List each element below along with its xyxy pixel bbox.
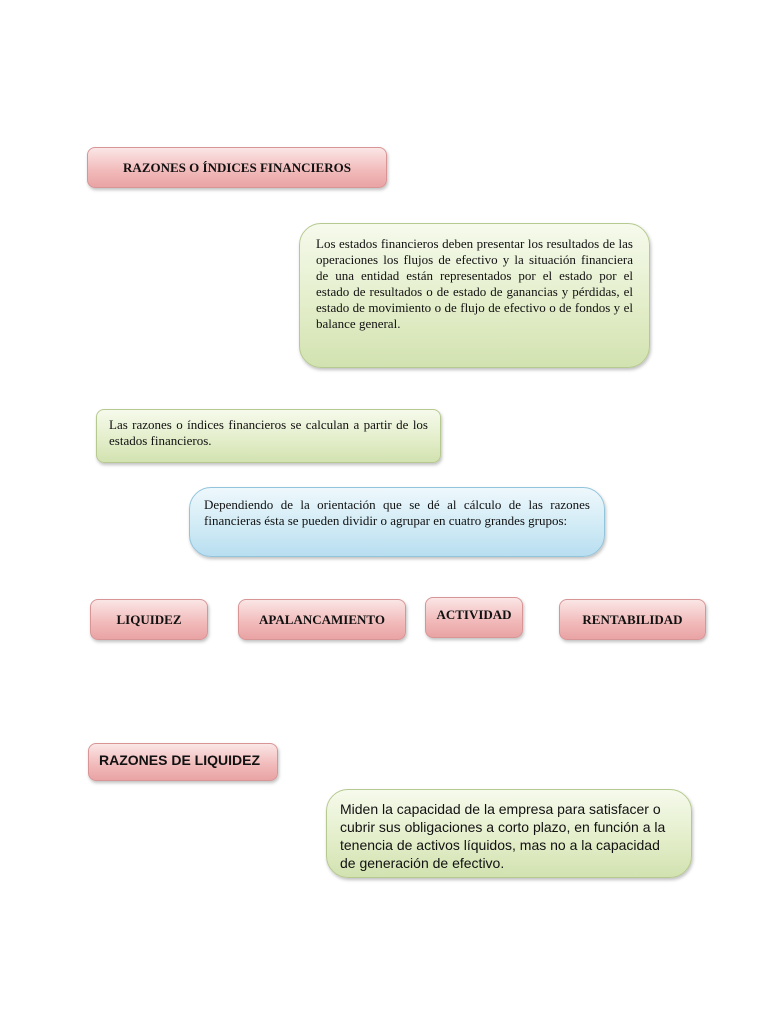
liquidez-box — [326, 789, 692, 878]
intro-text: Los estados financieros deben presentar los resultados de las operaciones los flujos de efectivo y la situación financiera de una entidad están representados por el estado por el estado de resultados o de estado de ganancias y pérdidas, el estado de movimiento o de flujo de efectivo o de fondos y el balance general. — [316, 236, 633, 331]
liquidez-title-box — [88, 743, 278, 781]
group-liquidez — [90, 599, 208, 640]
calc-box — [96, 409, 441, 463]
groups-text: Dependiendo de la orientación que se dé al cálculo de las razones financieras ésta se pueden dividir o agrupar en cuatro grandes grupos: — [204, 497, 590, 528]
group-apalancamiento-label: APALANCAMIENTO — [259, 611, 385, 627]
group-rentabilidad — [559, 599, 706, 640]
group-liquidez-label: LIQUIDEZ — [116, 611, 182, 627]
main-title-box — [87, 147, 387, 188]
groups-box — [189, 487, 605, 557]
group-apalancamiento — [238, 599, 406, 640]
intro-box — [299, 223, 650, 368]
liquidez-text: Miden la capacidad de la empresa para satisfacer o cubrir sus obligaciones a corto plazo, en función a la tenencia de activos líquidos, mas no a la capacidad de generación de efectivo. — [340, 801, 666, 871]
group-rentabilidad-label: RENTABILIDAD — [582, 611, 683, 627]
liquidez-title: RAZONES DE LIQUIDEZ — [99, 752, 261, 768]
calc-text: Las razones o índices financieros se calculan a partir de los estados financieros. — [109, 417, 428, 448]
group-actividad-label: ACTIVIDAD — [436, 607, 512, 622]
group-actividad — [425, 597, 523, 638]
main-title: RAZONES O ÍNDICES FINANCIEROS — [123, 159, 351, 175]
